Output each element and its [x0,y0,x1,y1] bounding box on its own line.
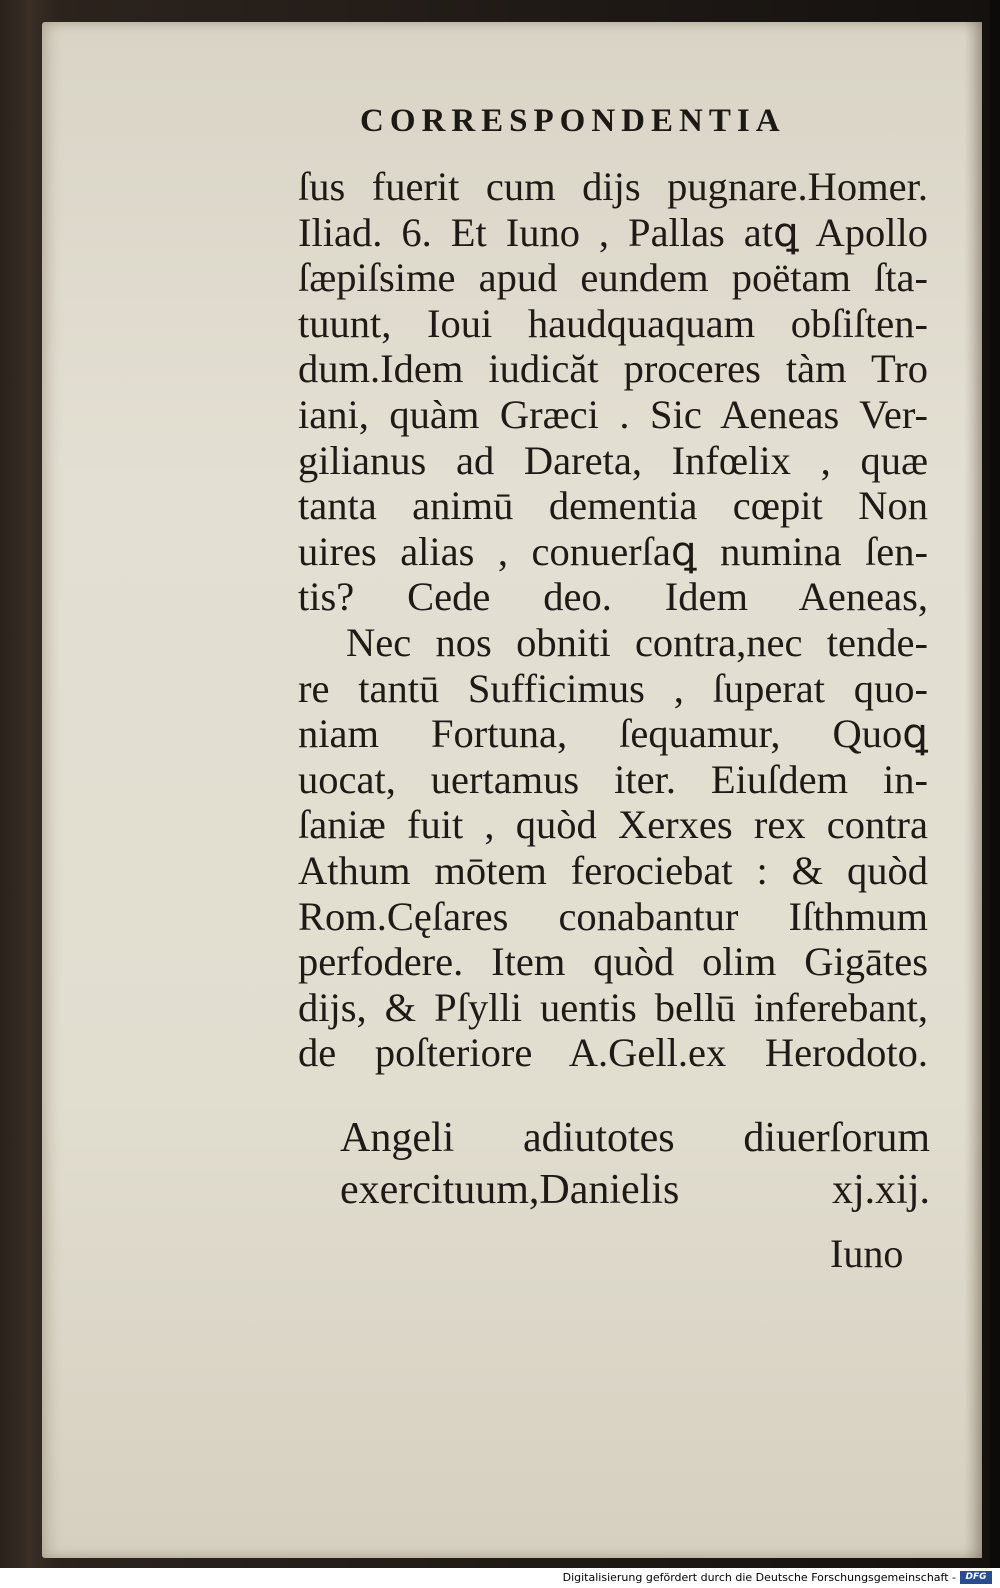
text-line: ſus fuerit cum dijs pugnare.Homer. [298,164,928,209]
text-line: niam Fortuna, ſequamur, Quoꝗ [298,711,928,757]
text-line: ſæpiſsime apud eundem poëtam ſta- [298,255,928,301]
text-line: uires alias , conuerſaꝗ numina ſen- [298,528,928,574]
text-line: Rom.Cęſares conabantur Iſthmum [298,893,928,939]
text-line: Iliad. 6. Et Iuno , Pallas atꝗ Apollo [298,209,928,255]
text-line: tuunt, Ioui haudquaquam obſiſten- [298,300,928,346]
text-line: perfodere. Item quòd olim Gigātes [298,939,928,985]
footer-bar [0,1568,1000,1588]
text-line: de poſteriore A.Gell.ex Herodoto. [298,1030,928,1076]
running-header: CORRESPONDENTIA [360,103,786,139]
text-line: iani, quàm Græci . Sic Aeneas Ver- [298,391,928,437]
text-line: tanta animū dementia cœpit Non [298,483,928,529]
text-line: Athum mōtem ferociebat : & quòd [298,847,928,893]
main-text-block [298,164,928,1076]
note-line: Angeli adiutotes diuerſorum [340,1115,930,1161]
text-line: ſaniæ fuit , quòd Xerxes rex contra [298,802,928,848]
book-spine-edge [990,0,1000,1568]
dfg-logo-icon: DFG [960,1571,992,1584]
catchword: Iuno [830,1231,904,1276]
text-line: re tantū Sufficimus , ſuperat quo- [298,665,928,711]
side-note-block [340,1112,930,1216]
text-line: tis? Cede deo. Idem Aeneas, [298,574,928,620]
note-line: exercituum,Danielis xj.xij. [340,1167,930,1213]
text-line: dijs, & Pſylli uentis bellū inferebant, [298,984,928,1030]
text-line: Nec nos obniti contra,nec tende- [346,619,928,665]
text-line: dum.Idem iudicăt proceres tàm Tro [298,346,928,392]
text-line: gilianus ad Dareta, Infœlix , quæ [298,437,928,483]
funding-credit: Digitalisierung gefördert durch die Deutsche Forschungsgemeinschaft - [562,1571,956,1584]
text-line: uocat, uertamus iter. Eiuſdem in- [298,756,928,802]
